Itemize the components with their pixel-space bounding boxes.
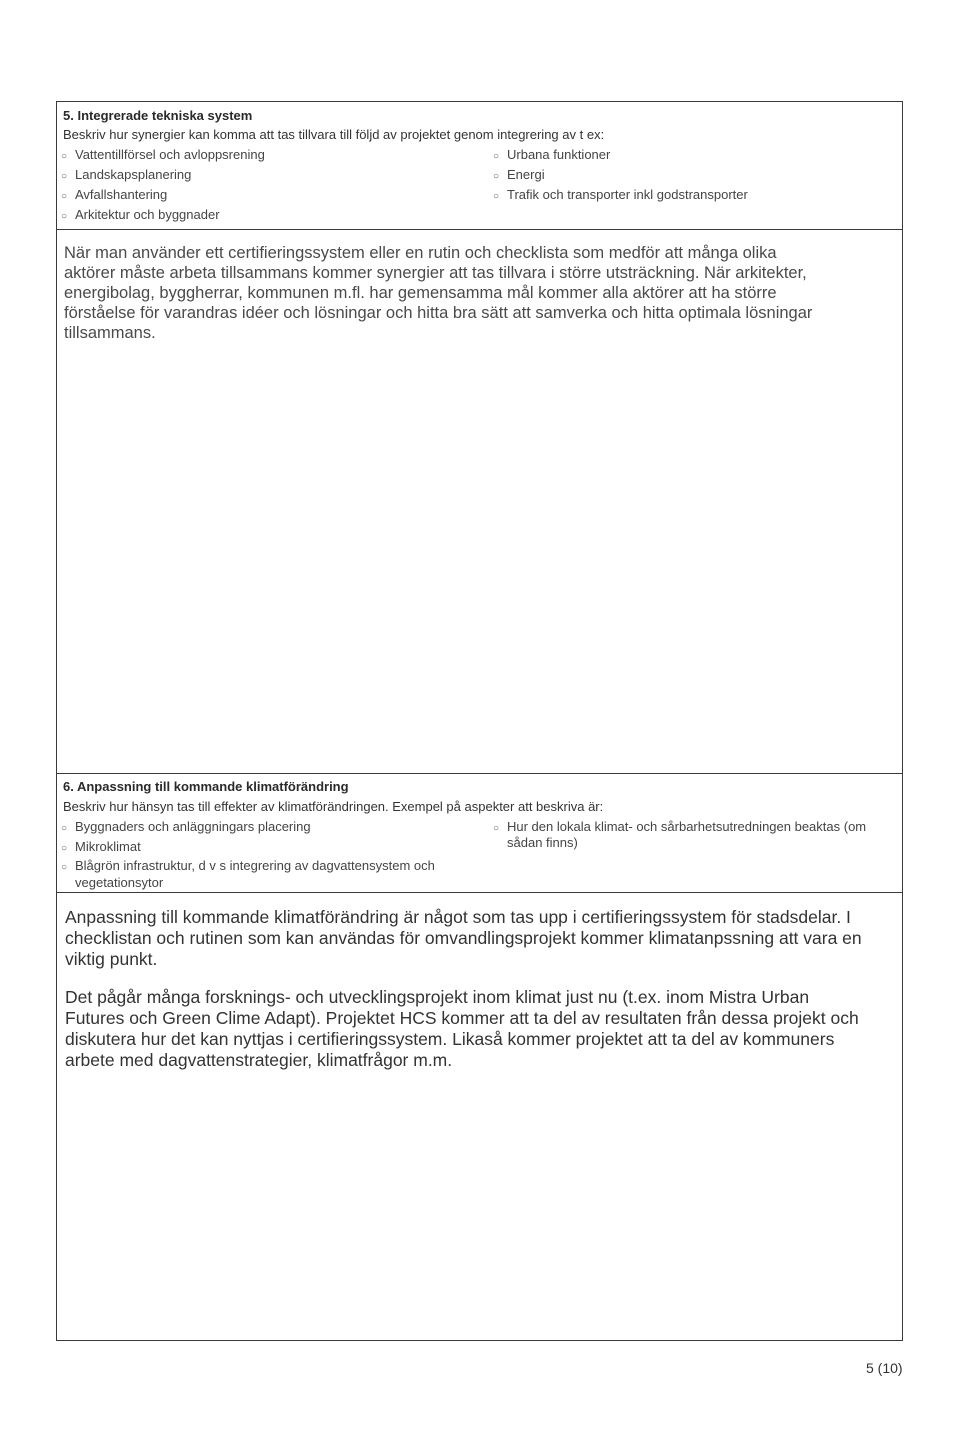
- list-item: ○ Energi: [493, 167, 545, 182]
- answer-line: aktörer måste arbeta tillsammans kommer synergier att tas tillvara i större utsträckning. När arkitekter,: [64, 264, 807, 282]
- section-5-description: Beskriv hur synergier kan komma att tas tillvara till följd av projektet genom integrering av t ex:: [63, 127, 605, 142]
- section-6-answer-paragraph-2: [65, 987, 859, 1071]
- list-item: ○ Avfallshantering: [61, 187, 168, 202]
- section-5-title: 5. Integrerade tekniska system: [63, 108, 253, 123]
- answer-line: Futures och Green Clime Adapt). Projektet HCS kommer att ta del av resultaten från dessa projekt och: [65, 1008, 859, 1028]
- bullet-icon: ○: [493, 823, 500, 834]
- list-item-continuation: vegetationsytor: [75, 875, 164, 890]
- bullet-icon: ○: [61, 862, 68, 873]
- section-5-header: [57, 102, 902, 230]
- answer-line: arbete med dagvattenstrategier, klimatfrågor m.m.: [65, 1050, 453, 1070]
- list-item: ○ Trafik och transporter inkl godstransporter: [493, 187, 748, 202]
- answer-line: energibolag, byggherrar, kommunen m.fl. har gemensamma mål kommer alla aktörer att ha större: [64, 284, 777, 302]
- list-item: ○ Byggnaders och anläggningars placering: [61, 819, 311, 834]
- answer-line: Det pågår många forsknings- och utvecklingsprojekt inom klimat just nu (t.ex. inom Mistra Urban: [65, 987, 810, 1007]
- bullet-icon: ○: [61, 151, 68, 162]
- bullet-icon: ○: [61, 211, 68, 222]
- answer-line: checklistan och rutinen som kan användas för omvandlingsprojekt kommer klimatanpssning att vara en: [65, 928, 862, 948]
- list-item: ○ Mikroklimat: [61, 839, 141, 854]
- bullet-icon: ○: [493, 171, 500, 182]
- section-6-description: Beskriv hur hänsyn tas till effekter av klimatförändringen. Exempel på aspekter att beskriva är:: [63, 799, 604, 814]
- answer-line: Anpassning till kommande klimatförändring är något som tas upp i certifieringssystem för stadsdelar. I: [65, 907, 851, 927]
- list-item: ○ Urbana funktioner: [493, 147, 611, 162]
- answer-line: diskutera hur det kan nyttjas i certifieringssystem. Likaså kommer projektet att ta del av kommuners: [65, 1029, 835, 1049]
- list-item: ○ Hur den lokala klimat- och sårbarhetsutredningen beaktas (om: [493, 819, 867, 834]
- bullet-icon: ○: [61, 191, 68, 202]
- list-item: ○ Arkitektur och byggnader: [61, 207, 220, 222]
- answer-line: förståelse för varandras idéer och lösningar och hitta bra sätt att samverka och hitta optimala lösningar: [64, 304, 813, 322]
- bullet-icon: ○: [61, 843, 68, 854]
- bullet-icon: ○: [493, 191, 500, 202]
- section-6-header: [57, 773, 902, 893]
- bullet-icon: ○: [61, 171, 68, 182]
- answer-line: När man använder ett certifieringssystem eller en rutin och checklista som medför att många olika: [64, 244, 777, 262]
- section-5-answer: [64, 243, 812, 343]
- list-item: ○ Vattentillförsel och avloppsrening: [61, 147, 265, 162]
- form-frame: [56, 101, 903, 1341]
- bullet-icon: ○: [493, 151, 500, 162]
- section-6-title: 6. Anpassning till kommande klimatförändring: [63, 779, 349, 794]
- page-number: 5 (10): [866, 1360, 903, 1376]
- list-item: ○ Blågrön infrastruktur, d v s integrering av dagvattensystem och: [61, 858, 435, 873]
- answer-line: tillsammans.: [64, 324, 156, 342]
- answer-line: viktig punkt.: [65, 949, 158, 969]
- bullet-icon: ○: [61, 823, 68, 834]
- section-6-answer-paragraph-1: [65, 907, 862, 970]
- list-item: ○ Landskapsplanering: [61, 167, 192, 182]
- list-item-continuation: sådan finns): [507, 835, 578, 850]
